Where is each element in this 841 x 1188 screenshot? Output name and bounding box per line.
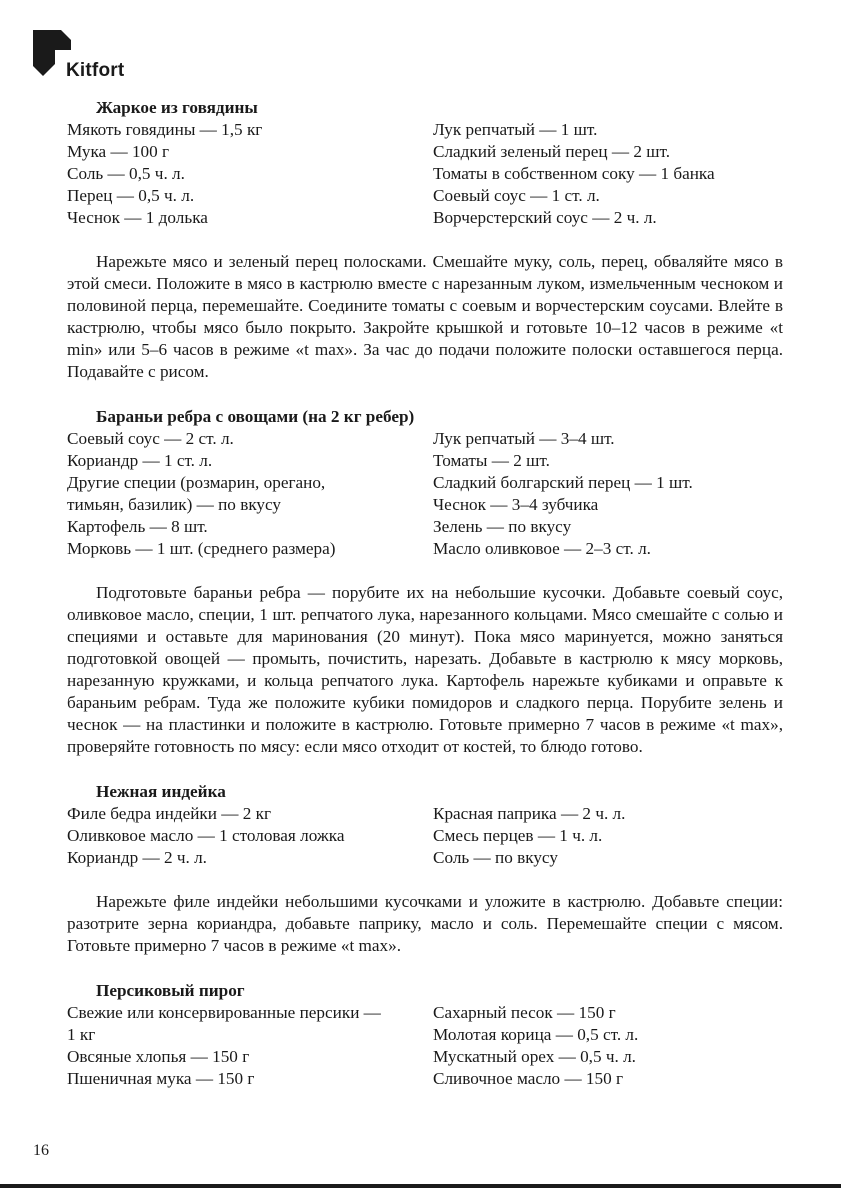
- ingredient-item: Кориандр — 1 ст. л.: [67, 451, 213, 470]
- brand-name: Kitfort: [66, 60, 125, 81]
- ingredient-item: Картофель — 8 шт.: [67, 517, 208, 536]
- ingredient-item: Сахарный песок — 150 г: [433, 1003, 616, 1022]
- ingredient-item: Томаты — 2 шт.: [433, 451, 550, 470]
- ingredient-item: Лук репчатый — 1 шт.: [433, 120, 598, 139]
- ingredient-item: Смесь перцев — 1 ч. л.: [433, 826, 603, 845]
- page-number: 16: [33, 1142, 49, 1159]
- ingredient-item: Перец — 0,5 ч. л.: [67, 186, 195, 205]
- ingredient-item: Свежие или консервированные персики —: [67, 1003, 381, 1022]
- recipe-section: [67, 980, 783, 1090]
- ingredient-item: Соль — 0,5 ч. л.: [67, 164, 185, 183]
- page-content: [67, 97, 783, 1090]
- recipe-title: Жаркое из говядины: [96, 98, 258, 117]
- ingredient-item: Морковь — 1 шт. (среднего размера): [67, 539, 336, 558]
- ingredient-item: Сливочное масло — 150 г: [433, 1069, 624, 1088]
- ingredient-item: Масло оливковое — 2–3 ст. л.: [433, 539, 651, 558]
- ingredient-item: Филе бедра индейки — 2 кг: [67, 804, 272, 823]
- ingredient-item: Зелень — по вкусу: [433, 517, 572, 536]
- recipe-section: [67, 781, 783, 957]
- recipe-title: Нежная индейка: [96, 782, 226, 801]
- recipe-title: Бараньи ребра с овощами (на 2 кг ребер): [96, 407, 415, 426]
- ingredient-item: Чеснок — 3–4 зубчика: [433, 495, 599, 514]
- recipe-instructions: Подготовьте бараньи ребра — порубите их на небольшие кусочки. Добавьте соевый соус, оливковое масло, специи, 1 шт. репчатого лука, нарезанного кольцами. Мясо смешайте с солью и специями и оставьте для маринования (20 минут). Пока мясо маринуется, можно заняться подготовкой овощей — промыть, почистить, нарезать. Добавьте в кастрюлю к мясу морковь, нарезанную кружками, и кольца репчатого лука. Картофель нарежьте кубиками и оправьте к бараньим ребрам. Туда же положите кубики помидоров и сладкого перца. Порубите зелень и чеснок — на пластинки и положите в кастрюлю. Готовьте примерно 7 часов в режиме «t max», проверяйте готовность по мясу: если мясо отходит от костей, то блюдо готово.: [67, 583, 783, 756]
- recipe-section: [67, 97, 783, 383]
- ingredient-list: [67, 428, 783, 560]
- recipe-title: Персиковый пирог: [96, 981, 245, 1000]
- ingredient-item: Соль — по вкусу: [433, 848, 558, 867]
- ingredient-list: [67, 803, 783, 869]
- ingredient-list: [67, 1002, 783, 1090]
- ingredient-item: Мускатный орех — 0,5 ч. л.: [433, 1047, 636, 1066]
- ingredient-item: Чеснок — 1 долька: [67, 208, 208, 227]
- ingredient-item: Соевый соус — 2 ст. л.: [67, 429, 234, 448]
- ingredient-item: Кориандр — 2 ч. л.: [67, 848, 207, 867]
- ingredient-item: Овсяные хлопья — 150 г: [67, 1047, 250, 1066]
- ingredient-item: Молотая корица — 0,5 ст. л.: [433, 1025, 639, 1044]
- ingredient-item: Другие специи (розмарин, орегано,: [67, 473, 326, 492]
- ingredient-item: Томаты в собственном соку — 1 банка: [433, 164, 715, 183]
- ingredient-item: Ворчерстерский соус — 2 ч. л.: [433, 208, 657, 227]
- ingredient-item: 1 кг: [67, 1025, 96, 1044]
- ingredient-list: [67, 119, 783, 229]
- recipe-instructions: Нарежьте филе индейки небольшими кусочками и уложите в кастрюлю. Добавьте специи: разотрите зерна кориандра, добавьте паприку, масло и соль. Перемешайте специи с мясом. Готовьте примерно 7 часов в режиме «t max».: [67, 892, 783, 955]
- recipe-section: [67, 406, 783, 758]
- ingredient-item: Пшеничная мука — 150 г: [67, 1069, 255, 1088]
- ingredient-item: Лук репчатый — 3–4 шт.: [433, 429, 615, 448]
- ingredient-item: Соевый соус — 1 ст. л.: [433, 186, 600, 205]
- recipe-instructions: Нарежьте мясо и зеленый перец полосками. Смешайте муку, соль, перец, обваляйте мясо в этой смеси. Положите в мясо в кастрюлю вместе с нарезанным луком, измельченным чесноком и половиной перца, перемешайте. Соедините томаты с соевым и ворчестерским соусами. Влейте в кастрюлю, чтобы мясо было покрыто. Закройте крышкой и готовьте 10–12 часов в режиме «t min» или 5–6 часов в режиме «t max». За час до подачи положите полоски оставшегося перца. Подавайте с рисом.: [67, 252, 783, 381]
- ingredient-item: Сладкий болгарский перец — 1 шт.: [433, 473, 693, 492]
- ingredient-item: тимьян, базилик) — по вкусу: [67, 495, 282, 514]
- bottom-rule: [0, 1184, 841, 1188]
- ingredient-item: Сладкий зеленый перец — 2 шт.: [433, 142, 670, 161]
- ingredient-item: Оливковое масло — 1 столовая ложка: [67, 826, 345, 845]
- ingredient-item: Мякоть говядины — 1,5 кг: [67, 120, 263, 139]
- ingredient-item: Красная паприка — 2 ч. л.: [433, 804, 626, 823]
- ingredient-item: Мука — 100 г: [67, 142, 170, 161]
